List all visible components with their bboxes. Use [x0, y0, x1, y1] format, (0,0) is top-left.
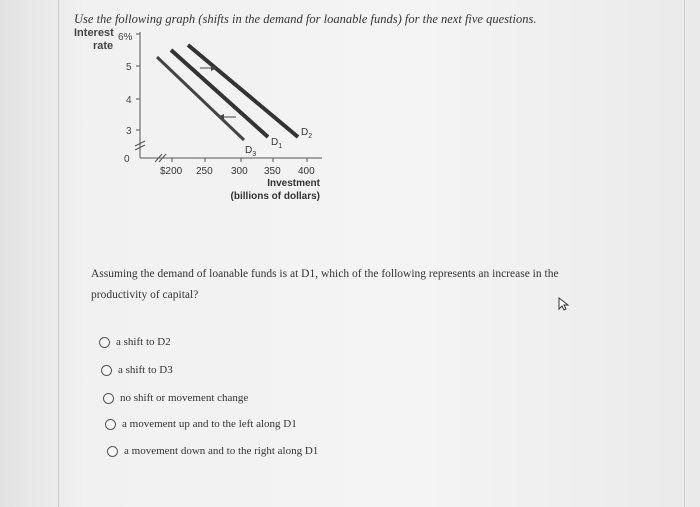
y-tick-label: 4 [126, 95, 132, 106]
y-tick-label: 0 [124, 154, 130, 165]
option-shift-d3[interactable] [101, 364, 173, 376]
option-label: no shift or movement change [120, 392, 249, 404]
option-label: a movement down and to the right along D1 [124, 445, 319, 457]
curve-d3 [157, 57, 244, 140]
curve-d1 [171, 50, 268, 137]
y-tick-label: 6% [118, 32, 133, 43]
y-tick-label: 5 [126, 62, 132, 73]
option-no-change[interactable] [103, 392, 248, 404]
x-tick-label: 350 [264, 166, 281, 177]
y-axis-label-line1: Interest [74, 27, 114, 39]
x-tick-label: 400 [298, 166, 315, 177]
x-tick-label: 250 [196, 166, 213, 177]
radio-button[interactable] [99, 337, 110, 348]
option-label: a movement up and to the left along D1 [122, 418, 297, 430]
option-movement-down-right[interactable] [107, 445, 318, 457]
intro-text: Use the following graph (shifts in the demand for loanable funds) for the next five questions. [74, 12, 537, 26]
curve-d2 [188, 45, 298, 137]
question-text: Assuming the demand of loanable funds is at D1, which of the following represents an increase in the productivity of capital? [91, 268, 559, 301]
radio-button[interactable] [103, 393, 114, 404]
radio-button[interactable] [107, 446, 118, 457]
curve-label-d2: $D_2$ [301, 127, 313, 140]
curve-label-d3: $D_3$ [245, 145, 257, 158]
curve-label-d1: $D_1$ [271, 137, 283, 150]
x-tick-label: 300 [231, 166, 248, 177]
y-tick-label: 3 [126, 126, 132, 137]
x-tick-label: $200 [160, 166, 183, 177]
option-shift-d2[interactable] [99, 336, 171, 348]
radio-button[interactable] [101, 365, 112, 376]
radio-button[interactable] [105, 419, 116, 430]
mouse-pointer-icon [556, 296, 572, 312]
option-movement-up-left[interactable] [105, 418, 297, 430]
y-axis-label-line2: rate [93, 40, 114, 52]
x-axis-label-line2: (billions of dollars) [230, 191, 320, 202]
option-label: a shift to D3 [118, 364, 173, 376]
x-axis-label-line1: Investment [267, 178, 320, 189]
option-label: a shift to D2 [116, 336, 171, 348]
